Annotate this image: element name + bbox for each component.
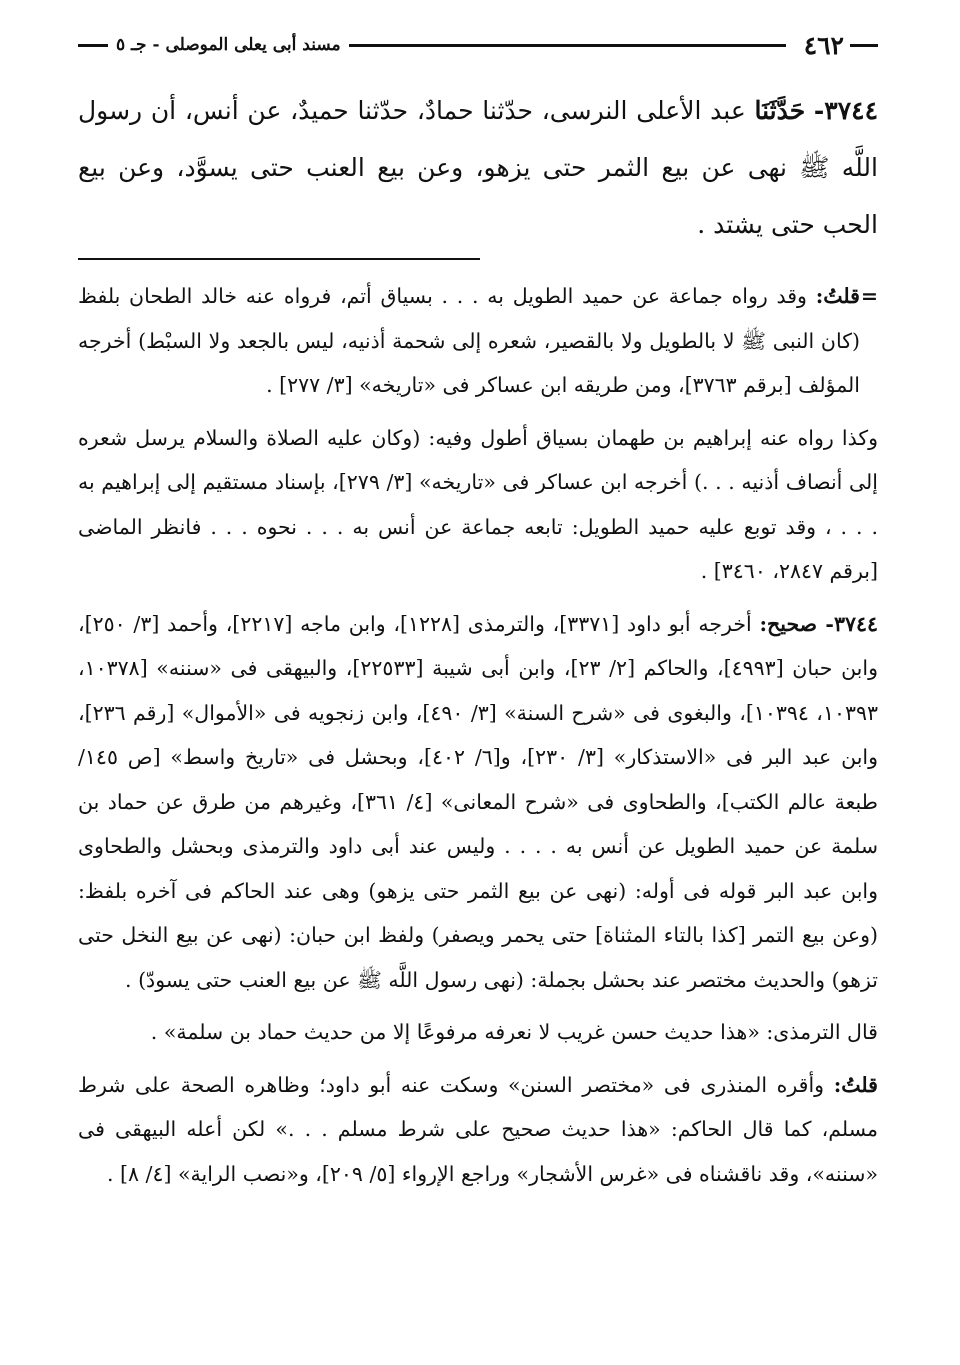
hadith-lead-word: حَدَّثَنَا — [754, 96, 806, 125]
footnote-text-4: قال الترمذى: «هذا حديث حسن غريب لا نعرفه مرفوعًا إلا من حديث حماد بن سلمة» . — [150, 1020, 878, 1044]
header-dash-end — [78, 44, 108, 47]
footnotes — [78, 274, 878, 1204]
hadith-text — [78, 82, 878, 253]
note-label-qultu: قلتُ: — [815, 284, 860, 308]
hadith-body: عبد الأعلى النرسى، حدّثنا حمادٌ، حدّثنا حميدٌ، عن أنس، أن رسول اللَّه ﷺ نهى عن بيع الثمر حتى يزهو، وعن بيع العنب حتى يسوَّد، وعن بيع الحب حتى يشتد . — [78, 96, 878, 239]
running-header — [78, 28, 878, 62]
footnote-text-5: وأقره المنذرى فى «مختصر السنن» وسكت عنه أبو داود؛ وظاهره الصحة على شرط مسلم، كما قال الحاكم: «هذا حديث صحيح على شرط مسلم . . .» لكن أعله البيهقى فى «سننه»، وقد ناقشناه فى «غرس الأشجار» وراجع الإرواء [٥/ ٢٠٩]، و«نصب الراية» [٤/ ٨] . — [78, 1072, 878, 1186]
header-dash — [850, 44, 878, 47]
footnote-paragraph-1 — [78, 274, 878, 408]
footnote-paragraph-5 — [78, 1063, 878, 1197]
running-title: مسند أبى يعلى الموصلى - جـ ٥ — [116, 35, 341, 55]
page-number: ٤٦٢ — [803, 30, 844, 60]
footnote-text-3: أخرجه أبو داود [٣٣٧١]، والترمذى [١٢٢٨]، وابن ماجه [٢٢١٧]، وأحمد [٣/ ٢٥٠]، وابن حبان [٤٩٩٣]، والحاكم [٢/ ٢٣]، وابن أبى شيبة [٢٢٥٣٣]، والبيهقى فى «سننه» [١٠٣٧٨، ١٠٣٩٣، ١٠٣٩٤]، والبغوى فى «شرح السنة» [٣/ ٤٩٠]، وابن زنجويه فى «الأموال» [رقم ٢٣٦]، وابن عبد البر فى «الاستذكار» [٣/ ٢٣٠]، و[٦/ ٤٠٢]، وبحشل فى «تاريخ واسط» [ص ١٤٥/ طبعة عالم الكتب]، والطحاوى فى «شرح المعانى» [٤/ ٣٦١]، وغيرهم من طرق عن حماد بن سلمة عن حميد الطويل عن أنس به . . . . وليس عند أبى داود والترمذى وبحشل والطحاوى وابن عبد البر قوله فى أوله: (نهى عن بيع الثمر حتى يزهو) وهى عند الحاكم فى آخره بلفظ: (وعن بيع التمر [كذا بالتاء المثناة] حتى يحمر ويصفر) ولفظ ابن حبان: (نهى عن بيع النخل حتى تزهو) والحديث مختصر عند بحشل بجملة: (نهى رسول اللَّه ﷺ عن بيع العنب حتى يسودّ) . — [78, 611, 878, 992]
header-rule — [349, 44, 786, 47]
footnote-text-2: وكذا رواه عنه إبراهيم بن طهمان بسياق أطول وفيه: (وكان عليه الصلاة والسلام يرسل شعره إلى أنصاف أذنيه . . .) أخرجه ابن عساكر فى «تاريخه» [٣/ ٢٧٩]، بإسناد مستقيم إلى إبراهيم به . . . ، وقد توبع عليه حميد الطويل: تابعه جماعة عن أنس به . . . نحوه . . . فانظر الماضى [برقم ٢٨٤٧، ٣٤٦٠] . — [78, 425, 879, 583]
note-label-qultu-2: قلتُ: — [833, 1072, 878, 1097]
footnote-separator — [78, 258, 480, 260]
footnote-paragraph-4 — [78, 1010, 878, 1055]
footnote-paragraph-2 — [78, 416, 878, 594]
hadith-number: ٣٧٤٤- — [813, 96, 879, 125]
continuation-mark: = — [860, 284, 878, 308]
footnote-text-1: وقد رواه جماعة عن حميد الطويل به . . . بسياق أتم، فرواه عنه خالد الطحان بلفظ (كان النبى ﷺ لا بالطويل ولا بالقصير، شعره إلى شحمة أذنيه، ليس بالجعد ولا السبْط) أخرجه المؤلف [برقم ٣٧٦٣]، ومن طريقه ابن عساكر فى «تاريخه» [٣/ ٢٧٧] . — [78, 284, 860, 397]
footnote-paragraph-3 — [78, 602, 878, 1003]
takhrij-label: ٣٧٤٤- صحيح: — [759, 611, 878, 636]
